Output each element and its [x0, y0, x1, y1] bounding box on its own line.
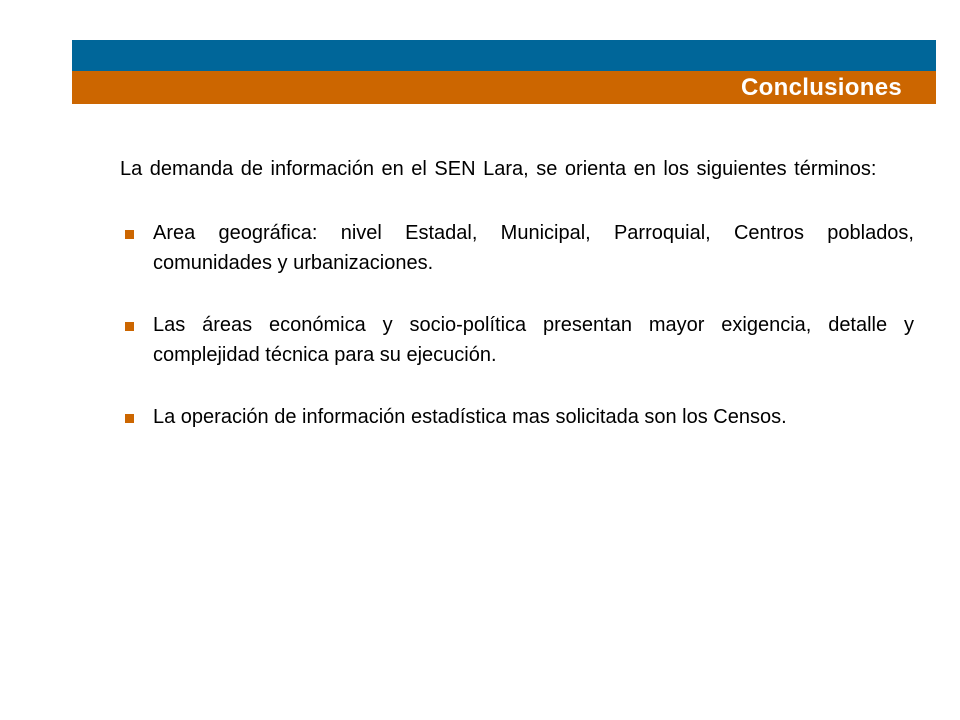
header-blue-band [72, 40, 936, 71]
square-bullet-icon [125, 414, 134, 423]
list-item [110, 218, 914, 278]
slide-body [110, 154, 914, 432]
slide-title: Conclusiones [741, 74, 902, 101]
intro-paragraph: La demanda de información en el SEN Lara, se orienta en los siguientes términos: [120, 158, 877, 180]
list-item [110, 310, 914, 370]
bullet-text: La operación de información estadística mas solicitada son los Censos. [153, 406, 787, 428]
list-item [110, 402, 914, 432]
header-orange-band [72, 71, 936, 104]
bullet-list [110, 218, 914, 432]
square-bullet-icon [125, 230, 134, 239]
bullet-text: Area geográfica: nivel Estadal, Municipal, Parroquial, Centros poblados, comunidades y urbanizaciones. [153, 222, 914, 274]
square-bullet-icon [125, 322, 134, 331]
slide-header [72, 40, 936, 104]
bullet-text: Las áreas económica y socio-política presentan mayor exigencia, detalle y complejidad técnica para su ejecución. [153, 314, 914, 366]
